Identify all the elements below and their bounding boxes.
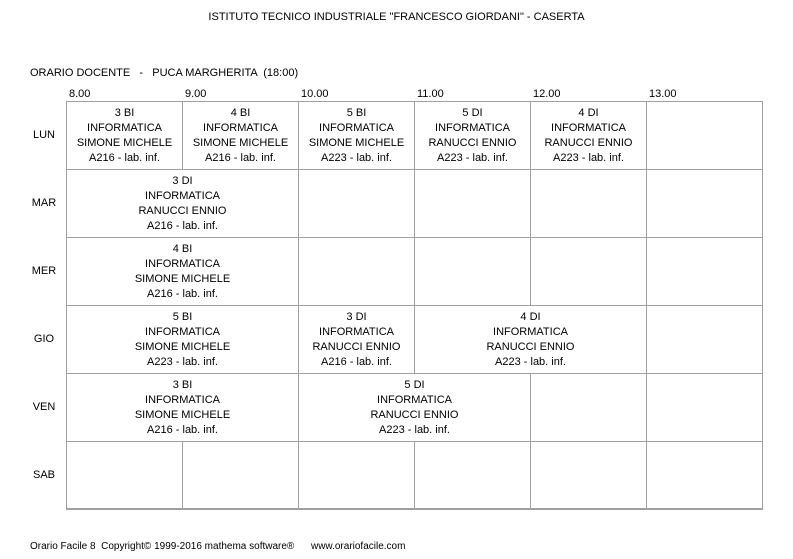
lesson-class: 5 DI [404,378,425,391]
lesson-teacher: SIMONE MICHELE [192,136,289,149]
lesson-class: 4 DI [520,310,541,323]
lesson-teacher: SIMONE MICHELE [134,340,231,353]
lesson-cell [298,101,415,170]
lesson-teacher: RANUCCI ENNIO [428,136,517,149]
lesson-class: 4 BI [230,106,251,119]
lesson-room: A223 - lab. inf. [495,355,566,368]
lesson-class: 5 DI [462,106,483,119]
empty-cell [414,237,531,306]
empty-cell [414,441,531,510]
lesson-class: 4 DI [578,106,599,119]
lesson-class: 3 BI [172,378,193,391]
lesson-teacher: RANUCCI ENNIO [370,408,459,421]
day-label-lun: LUN [32,129,55,141]
lesson-cell [66,169,299,238]
lesson-class: 4 BI [172,242,193,255]
lesson-room: A223 - lab. inf. [437,151,508,164]
lesson-class: 3 DI [346,310,367,323]
lesson-cell [414,101,531,170]
empty-cell [298,237,415,306]
footer-copyright: Orario Facile 8 Copyright© 1999-2016 mathema software® www.orariofacile.com [30,541,406,552]
lesson-cell [66,373,299,442]
day-label-ven: VEN [32,401,56,413]
timetable-subtitle: ORARIO DOCENTE - PUCA MARGHERITA (18:00) [30,67,299,79]
lesson-subject: INFORMATICA [87,121,162,134]
lesson-cell [66,237,299,306]
lesson-subject: INFORMATICA [145,393,220,406]
empty-cell [646,305,763,374]
lesson-cell [182,101,299,170]
lesson-teacher: RANUCCI ENNIO [312,340,401,353]
lesson-class: 3 BI [114,106,135,119]
empty-cell [66,441,183,510]
lesson-subject: INFORMATICA [319,121,394,134]
lesson-room: A216 - lab. inf. [147,287,218,300]
lesson-teacher: SIMONE MICHELE [134,408,231,421]
timetable-grid [66,101,763,509]
lesson-room: A223 - lab. inf. [379,423,450,436]
lesson-subject: INFORMATICA [377,393,452,406]
lesson-subject: INFORMATICA [551,121,626,134]
lesson-room: A216 - lab. inf. [89,151,160,164]
lesson-subject: INFORMATICA [203,121,278,134]
lesson-class: 5 BI [346,106,367,119]
lesson-teacher: SIMONE MICHELE [76,136,173,149]
empty-cell [646,441,763,510]
lesson-teacher: RANUCCI ENNIO [544,136,633,149]
lesson-cell [414,305,647,374]
hour-label: 12.00 [533,88,561,100]
day-label-mar: MAR [31,197,57,209]
lesson-subject: INFORMATICA [319,325,394,338]
lesson-cell [298,305,415,374]
lesson-class: 3 DI [172,174,193,187]
lesson-room: A216 - lab. inf. [147,219,218,232]
hour-label: 11.00 [417,88,444,100]
lesson-class: 5 BI [172,310,193,323]
empty-cell [646,373,763,442]
lesson-subject: INFORMATICA [435,121,510,134]
lesson-room: A216 - lab. inf. [147,423,218,436]
lesson-subject: INFORMATICA [145,189,220,202]
lesson-cell [530,101,647,170]
lesson-cell [66,101,183,170]
day-label-sab: SAB [32,469,55,481]
empty-cell [414,169,531,238]
lesson-teacher: RANUCCI ENNIO [138,204,227,217]
empty-cell [530,441,647,510]
lesson-subject: INFORMATICA [145,257,220,270]
lesson-cell [66,305,299,374]
empty-cell [530,373,647,442]
hour-label: 9.00 [185,88,207,100]
lesson-teacher: SIMONE MICHELE [134,272,231,285]
empty-cell [646,101,763,170]
empty-cell [530,237,647,306]
lesson-subject: INFORMATICA [145,325,220,338]
lesson-room: A223 - lab. inf. [147,355,218,368]
day-label-gio: GIO [33,333,55,345]
hour-label: 8.00 [69,88,91,100]
empty-cell [298,169,415,238]
empty-cell [646,169,763,238]
lesson-room: A216 - lab. inf. [321,355,392,368]
empty-cell [298,441,415,510]
empty-cell [646,237,763,306]
hour-label: 10.00 [301,88,329,100]
hour-label: 13.00 [649,88,677,100]
lesson-teacher: RANUCCI ENNIO [486,340,575,353]
empty-cell [182,441,299,510]
empty-cell [530,169,647,238]
day-label-mer: MER [31,265,57,277]
lesson-room: A223 - lab. inf. [553,151,624,164]
lesson-subject: INFORMATICA [493,325,568,338]
lesson-teacher: SIMONE MICHELE [308,136,405,149]
page-title: ISTITUTO TECNICO INDUSTRIALE "FRANCESCO GIORDANI" - CASERTA [208,11,585,23]
lesson-room: A223 - lab. inf. [321,151,392,164]
lesson-room: A216 - lab. inf. [205,151,276,164]
lesson-cell [298,373,531,442]
